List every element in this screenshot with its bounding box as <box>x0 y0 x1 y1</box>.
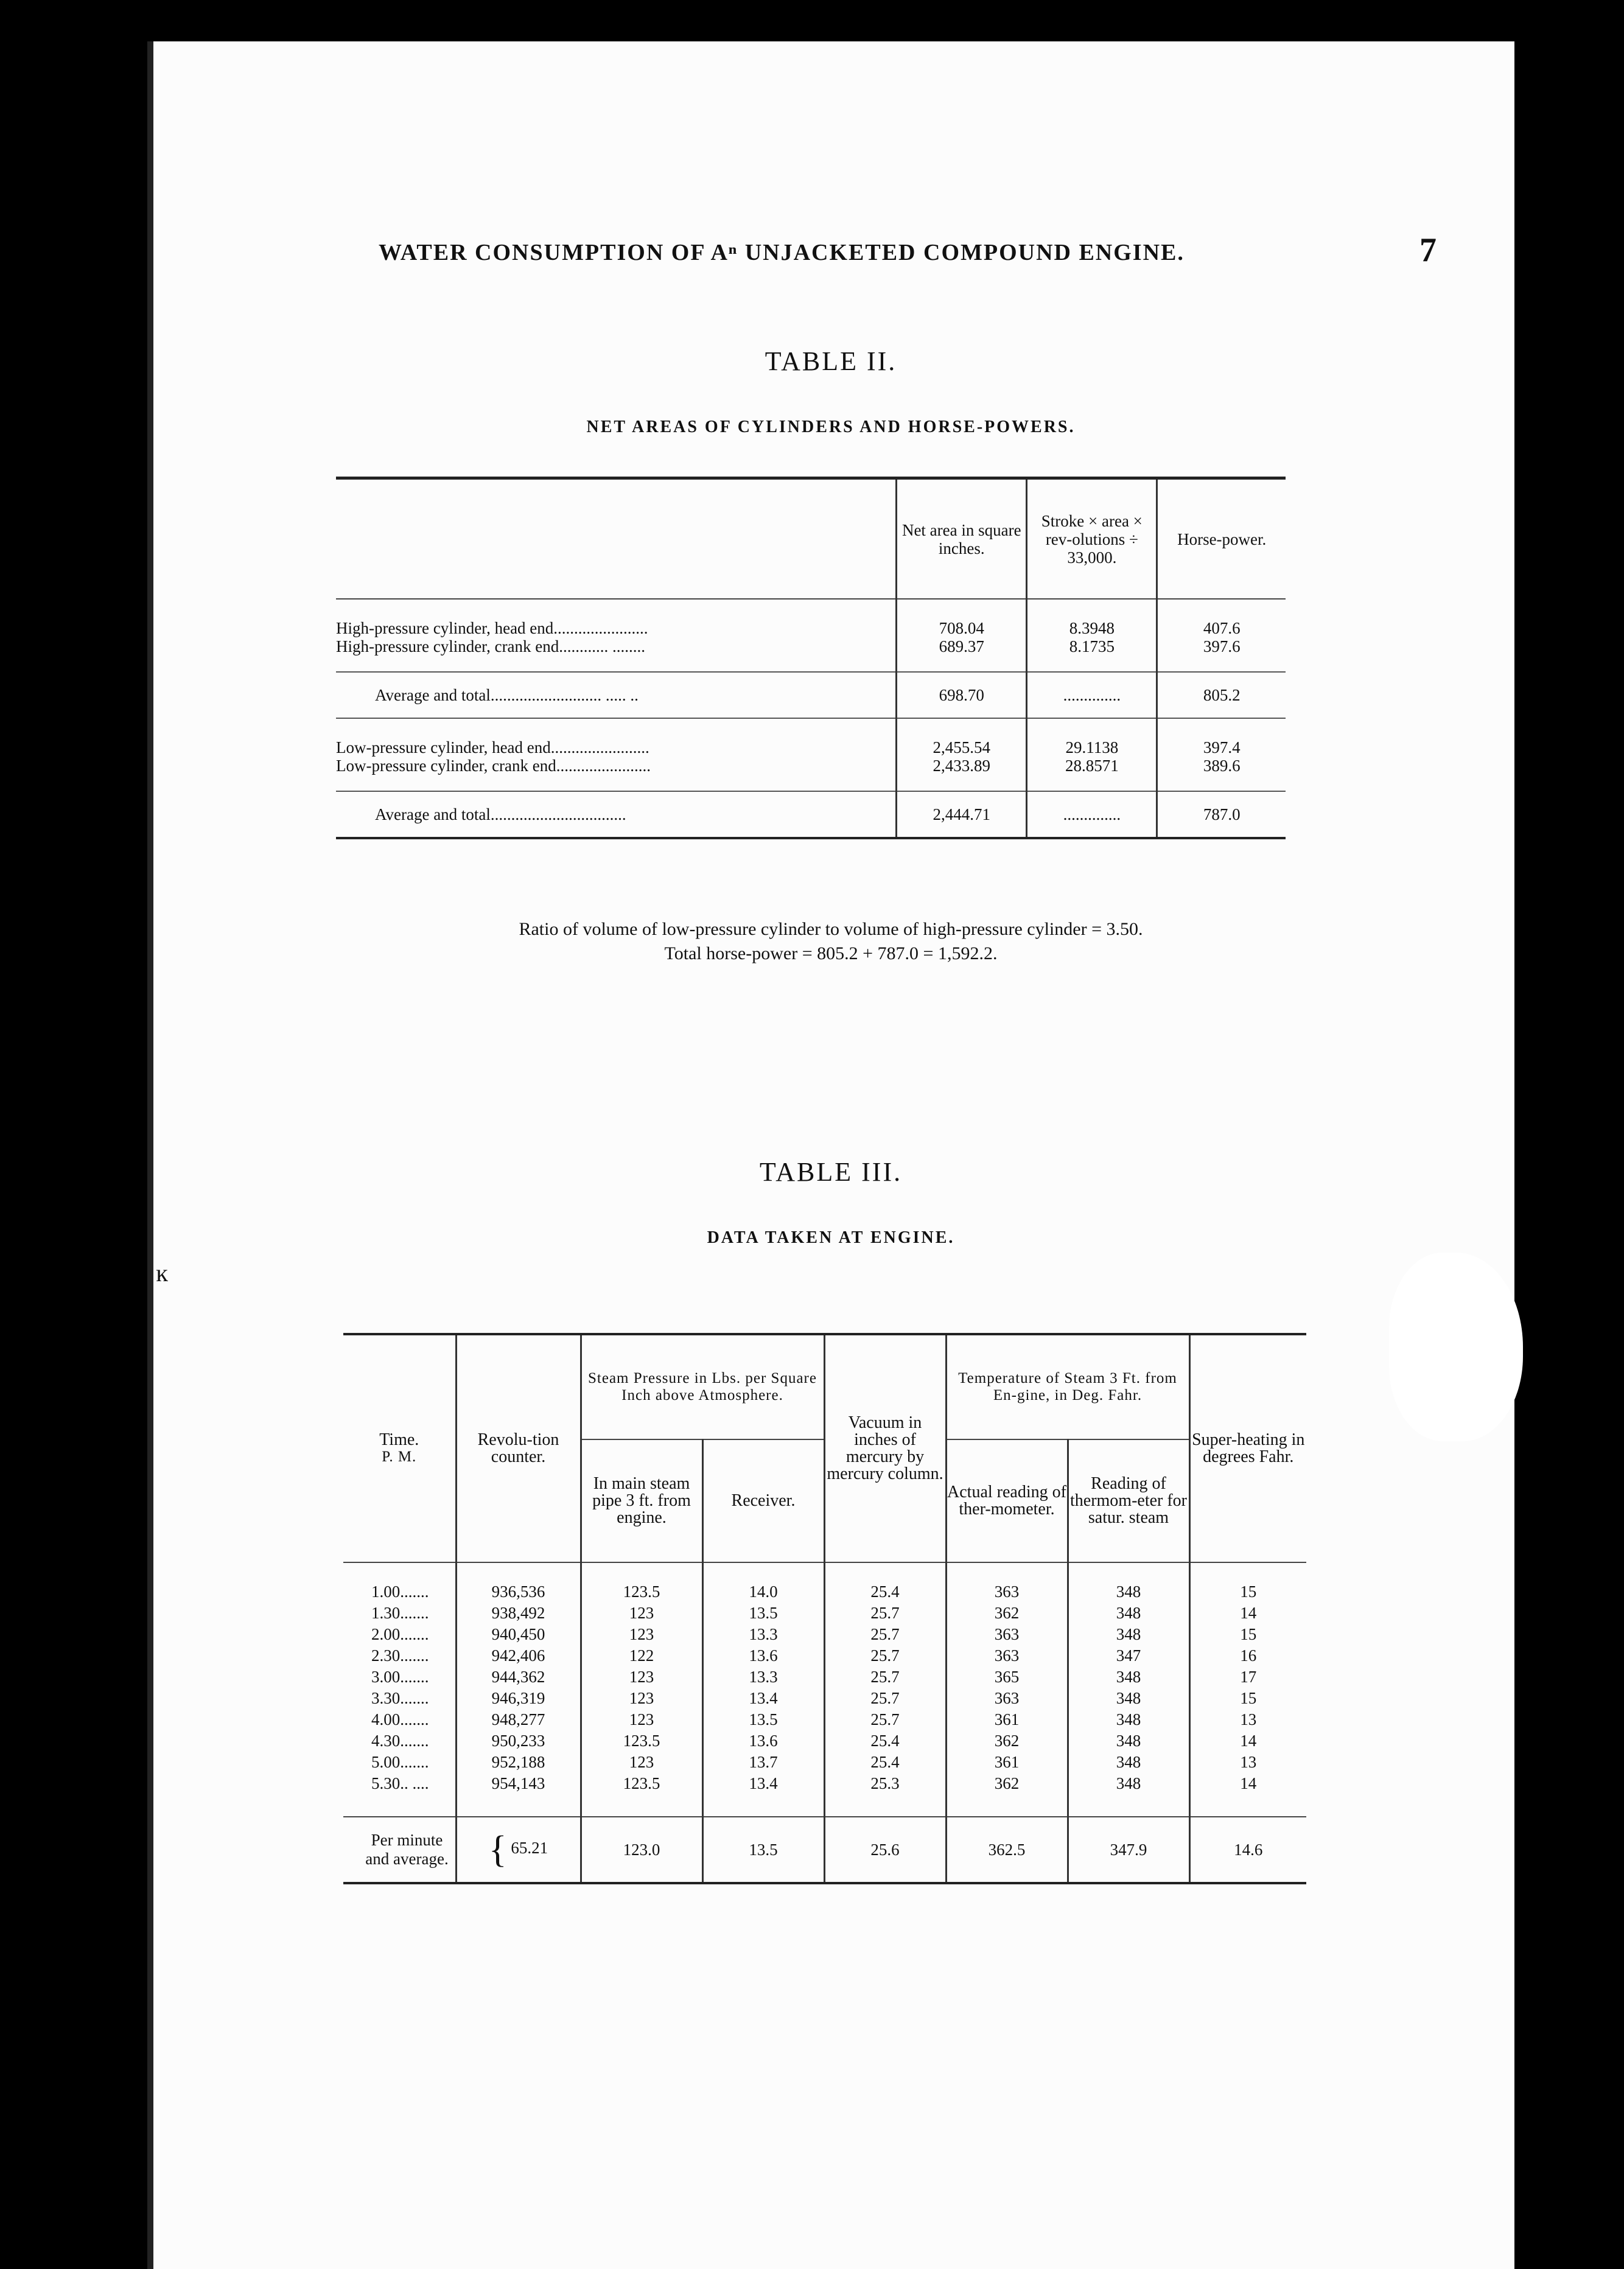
receiver-cell: 13.7 <box>702 1752 824 1773</box>
row-label: High-pressure cylinder, crank end............ ........ <box>336 637 646 656</box>
table2-average-row <box>336 672 1286 718</box>
table2-stub-header <box>336 478 897 600</box>
header-temperature: Temperature of Steam 3 Ft. from En-gine, in Deg. Fahr. <box>946 1334 1189 1439</box>
counter-cell: 952,188 <box>456 1752 581 1773</box>
actual-temp-cell: 362 <box>946 1603 1068 1624</box>
net-area-value: 698.70 <box>897 672 1027 718</box>
main-pipe-cell: 123.5 <box>581 1730 702 1752</box>
vacuum-cell: 25.7 <box>824 1709 946 1730</box>
header-counter: Revolu-tion counter. <box>456 1334 581 1562</box>
time-cell: 1.00....... <box>371 1582 429 1601</box>
main-pipe-cell: 123.5 <box>581 1562 702 1603</box>
table3-header-row <box>343 1334 1306 1439</box>
vacuum-cell: 25.7 <box>824 1645 946 1666</box>
counter-cell: 954,143 <box>456 1773 581 1817</box>
factor-value: 8.3948 <box>1069 619 1115 637</box>
factor-value: .............. <box>1027 791 1157 838</box>
horsepower-value: 389.6 <box>1203 757 1241 775</box>
document-page <box>147 41 1514 2269</box>
table2-row <box>336 718 1286 791</box>
actual-temp-cell: 361 <box>946 1752 1068 1773</box>
header-steam-pressure: Steam Pressure in Lbs. per Square Inch above Atmosphere. <box>581 1334 824 1439</box>
table2-net-areas <box>336 477 1286 839</box>
table2-header-factor: Stroke × area × rev-olutions ÷ 33,000. <box>1027 478 1157 600</box>
superheat-cell: 17 <box>1189 1666 1306 1688</box>
running-head <box>379 231 1438 270</box>
superheat-cell: 16 <box>1189 1645 1306 1666</box>
saturated-temp-cell: 348 <box>1068 1709 1189 1730</box>
superheat-cell: 15 <box>1189 1624 1306 1645</box>
superheat-cell: 13 <box>1189 1752 1306 1773</box>
table-row <box>343 1645 1306 1666</box>
superheat-cell: 15 <box>1189 1562 1306 1603</box>
receiver-cell: 13.3 <box>702 1624 824 1645</box>
page-number: 7 <box>1419 231 1438 269</box>
receiver-cell: 14.0 <box>702 1562 824 1603</box>
receiver-cell: 13.4 <box>702 1773 824 1817</box>
footer-main-pipe: 123.0 <box>581 1817 702 1883</box>
time-cell: 4.00....... <box>371 1710 429 1729</box>
table2-note-total: Total horse-power = 805.2 + 787.0 = 1,592.2. <box>664 943 998 963</box>
actual-temp-cell: 363 <box>946 1562 1068 1603</box>
footer-vacuum: 25.6 <box>824 1817 946 1883</box>
counter-cell: 948,277 <box>456 1709 581 1730</box>
footer-counter: 65.21 <box>511 1839 548 1858</box>
horsepower-value: 787.0 <box>1157 791 1286 838</box>
factor-value: 28.8571 <box>1065 757 1119 775</box>
actual-temp-cell: 363 <box>946 1688 1068 1709</box>
margin-mark: ĸ <box>156 1259 168 1287</box>
receiver-cell: 13.5 <box>702 1709 824 1730</box>
table3-title: TABLE III. <box>759 1157 903 1187</box>
main-pipe-cell: 123 <box>581 1688 702 1709</box>
counter-cell: 950,233 <box>456 1730 581 1752</box>
vacuum-cell: 25.7 <box>824 1688 946 1709</box>
saturated-temp-cell: 348 <box>1068 1666 1189 1688</box>
table-row <box>343 1666 1306 1688</box>
table-row <box>343 1562 1306 1603</box>
receiver-cell: 13.6 <box>702 1730 824 1752</box>
table-row <box>343 1730 1306 1752</box>
net-area-value: 2,433.89 <box>933 757 991 775</box>
header-saturated: Reading of thermom-eter for satur. steam <box>1068 1439 1189 1562</box>
footer-saturated: 347.9 <box>1068 1817 1189 1883</box>
time-cell: 5.00....... <box>371 1753 429 1771</box>
net-area-value: 2,455.54 <box>933 738 991 757</box>
time-cell: 2.00....... <box>371 1625 429 1643</box>
table2-subtitle: NET AREAS OF CYLINDERS AND HORSE-POWERS. <box>586 418 1076 436</box>
counter-cell: 936,536 <box>456 1562 581 1603</box>
receiver-cell: 13.4 <box>702 1688 824 1709</box>
time-cell: 4.30....... <box>371 1732 429 1750</box>
table-row <box>343 1773 1306 1817</box>
main-pipe-cell: 123 <box>581 1709 702 1730</box>
horsepower-value: 407.6 <box>1203 619 1241 637</box>
header-receiver: Receiver. <box>702 1439 824 1562</box>
receiver-cell: 13.6 <box>702 1645 824 1666</box>
table3-footer-row <box>343 1817 1306 1883</box>
saturated-temp-cell: 348 <box>1068 1624 1189 1645</box>
main-pipe-cell: 123 <box>581 1603 702 1624</box>
counter-cell: 940,450 <box>456 1624 581 1645</box>
counter-cell: 942,406 <box>456 1645 581 1666</box>
table2-header-area: Net area in square inches. <box>897 478 1027 600</box>
net-area-value: 2,444.71 <box>897 791 1027 838</box>
actual-temp-cell: 362 <box>946 1730 1068 1752</box>
counter-cell: 944,362 <box>456 1666 581 1688</box>
receiver-cell: 13.5 <box>702 1603 824 1624</box>
table2-note-ratio: Ratio of volume of low-pressure cylinder to volume of high-pressure cylinder = 3.50. <box>519 919 1143 939</box>
table3-subtitle: DATA TAKEN AT ENGINE. <box>707 1228 955 1247</box>
saturated-temp-cell: 348 <box>1068 1688 1189 1709</box>
footer-label: Per minute and average. <box>365 1831 449 1868</box>
saturated-temp-cell: 348 <box>1068 1730 1189 1752</box>
main-pipe-cell: 123 <box>581 1752 702 1773</box>
superheat-cell: 13 <box>1189 1709 1306 1730</box>
actual-temp-cell: 362 <box>946 1773 1068 1817</box>
superheat-cell: 15 <box>1189 1688 1306 1709</box>
row-label: Low-pressure cylinder, head end........................ <box>336 738 649 757</box>
horsepower-value: 805.2 <box>1157 672 1286 718</box>
header-time-sub: P. M. <box>382 1449 417 1465</box>
horsepower-value: 397.4 <box>1203 738 1241 757</box>
vacuum-cell: 25.3 <box>824 1773 946 1817</box>
factor-value: .............. <box>1027 672 1157 718</box>
saturated-temp-cell: 348 <box>1068 1773 1189 1817</box>
header-time: Time. P. M. <box>343 1334 456 1562</box>
vacuum-cell: 25.7 <box>824 1603 946 1624</box>
main-pipe-cell: 123.5 <box>581 1773 702 1817</box>
actual-temp-cell: 365 <box>946 1666 1068 1688</box>
counter-cell: 946,319 <box>456 1688 581 1709</box>
vacuum-cell: 25.4 <box>824 1562 946 1603</box>
actual-temp-cell: 363 <box>946 1624 1068 1645</box>
table2-title: TABLE II. <box>765 346 897 376</box>
net-area-value: 689.37 <box>939 637 984 656</box>
main-pipe-cell: 123 <box>581 1624 702 1645</box>
header-main-pipe: In main steam pipe 3 ft. from engine. <box>581 1439 702 1562</box>
row-label: Average and total................................. <box>336 791 897 838</box>
vacuum-cell: 25.4 <box>824 1730 946 1752</box>
receiver-cell: 13.3 <box>702 1666 824 1688</box>
actual-temp-cell: 361 <box>946 1709 1068 1730</box>
row-label: Average and total........................... ..... .. <box>336 672 897 718</box>
running-head-title: WATER CONSUMPTION OF Aⁿ UNJACKETED COMPOUND ENGINE. <box>379 240 1185 265</box>
header-actual: Actual reading of ther-mometer. <box>946 1439 1068 1562</box>
net-area-value: 708.04 <box>939 619 984 637</box>
table-row <box>343 1752 1306 1773</box>
saturated-temp-cell: 347 <box>1068 1645 1189 1666</box>
main-pipe-cell: 122 <box>581 1645 702 1666</box>
saturated-temp-cell: 348 <box>1068 1752 1189 1773</box>
main-pipe-cell: 123 <box>581 1666 702 1688</box>
superheat-cell: 14 <box>1189 1773 1306 1817</box>
counter-cell: 938,492 <box>456 1603 581 1624</box>
time-cell: 5.30.. .... <box>371 1774 429 1792</box>
header-vacuum: Vacuum in inches of mercury by mercury column. <box>824 1334 946 1562</box>
table2-header-row <box>336 478 1286 600</box>
brace-icon: { <box>488 1829 507 1870</box>
horsepower-value: 397.6 <box>1203 637 1241 656</box>
table3-body <box>343 1562 1306 1817</box>
actual-temp-cell: 363 <box>946 1645 1068 1666</box>
table2-average-row <box>336 791 1286 838</box>
footer-actual: 362.5 <box>946 1817 1068 1883</box>
time-cell: 3.30....... <box>371 1689 429 1707</box>
row-label: High-pressure cylinder, head end....................... <box>336 619 648 637</box>
table-row <box>343 1624 1306 1645</box>
superheat-cell: 14 <box>1189 1730 1306 1752</box>
vacuum-cell: 25.4 <box>824 1752 946 1773</box>
table-row <box>343 1603 1306 1624</box>
header-superheat: Super-heating in degrees Fahr. <box>1189 1334 1306 1562</box>
footer-receiver: 13.5 <box>702 1817 824 1883</box>
table2-header-hp: Horse-power. <box>1157 478 1286 600</box>
row-label: Low-pressure cylinder, crank end....................... <box>336 757 651 775</box>
saturated-temp-cell: 348 <box>1068 1603 1189 1624</box>
vacuum-cell: 25.7 <box>824 1624 946 1645</box>
factor-value: 29.1138 <box>1065 738 1119 757</box>
table2-row <box>336 599 1286 672</box>
time-cell: 2.30....... <box>371 1646 429 1665</box>
table3-engine-data <box>343 1333 1306 1884</box>
vacuum-cell: 25.7 <box>824 1666 946 1688</box>
table-row <box>343 1709 1306 1730</box>
footer-superheat: 14.6 <box>1189 1817 1306 1883</box>
table-row <box>343 1688 1306 1709</box>
time-cell: 3.00....... <box>371 1668 429 1686</box>
time-cell: 1.30....... <box>371 1604 429 1622</box>
factor-value: 8.1735 <box>1069 637 1115 656</box>
saturated-temp-cell: 348 <box>1068 1562 1189 1603</box>
page-edge-blemish <box>1389 1253 1523 1441</box>
superheat-cell: 14 <box>1189 1603 1306 1624</box>
